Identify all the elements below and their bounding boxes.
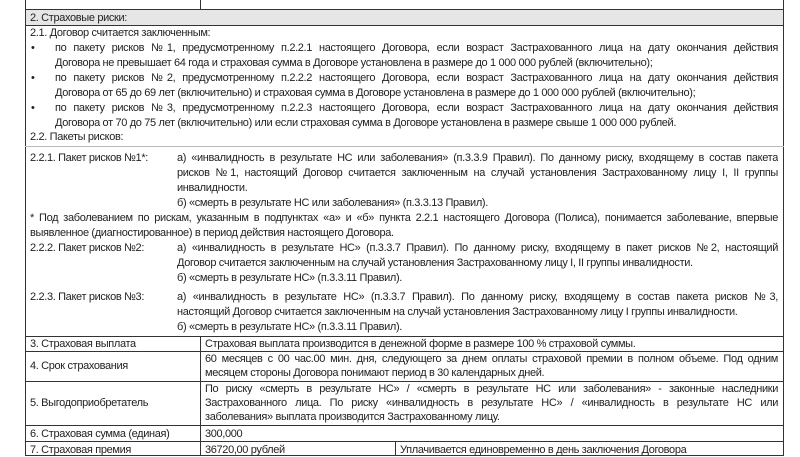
package-3-line: б) «смерть в результате НС» (п.3.3.11 Правил). bbox=[177, 321, 402, 333]
bullet-1-line-2: Договора не превышает 64 года и страховая сумма в Договоре установлена в размере до 1 000 000 рублей (включительно); bbox=[55, 57, 653, 69]
row-4-value: месяцем стороны Договора понимают период в 30 календарных дней. bbox=[205, 367, 545, 379]
divider bbox=[25, 146, 784, 147]
divider bbox=[25, 441, 784, 442]
row-5-label: 5. Выгодоприобретатель bbox=[30, 397, 149, 409]
package-2-line: Договор считается заключенным на случай установления Застрахованному лицу I, II группы инвалидности. bbox=[177, 257, 693, 269]
row-7-value: 36720,00 рублей bbox=[205, 444, 285, 456]
package-3-line: настоящий Договор считается заключенным на случай установления Застрахованному лицу I группы инвалидности. bbox=[177, 306, 738, 318]
row-5-value: По риску «смерть в результате НС» / «смерть в результате НС или заболевания» - законные наследники bbox=[205, 383, 778, 395]
package-1-label: 2.2.1. Пакет рисков №1*: bbox=[30, 152, 148, 164]
row-3-value: Страховая выплата производится в денежной форме в размере 100 % страховой суммы. bbox=[205, 338, 636, 350]
package-1-line: инвалидности. bbox=[177, 182, 248, 194]
section-2-title: 2. Страховые риски: bbox=[30, 12, 127, 24]
package-3-line: а) «инвалидность в результате НС» (п.3.3.7 Правил). По данному риску, входящему в состав пакета рисков №3, bbox=[177, 291, 778, 303]
row-4-label: 4. Срок страхования bbox=[30, 360, 128, 372]
package-2-label: 2.2.2. Пакет рисков №2: bbox=[30, 242, 145, 254]
row-5-value: Застрахованного лица. По риску «инвалидность в результате НС» / «инвалидность в результате НС или bbox=[205, 397, 778, 409]
divider bbox=[200, 336, 201, 456]
package-2-line: а) «инвалидность в результате НС» (п.3.3.7 Правил). По данному риску, входящему в пакет рисков №2, настоящий bbox=[177, 242, 778, 254]
bullet-3-line-2: Договора от 70 до 75 лет (включительно) или если страховая сумма в Договоре установлена в размере свыше 1 000 000 рублей. bbox=[55, 117, 677, 129]
package-1-line: а) «инвалидность в результате НС или заболевания» (п.3.3.9 Правил). По данному риску, входящему в состав пакета bbox=[177, 152, 778, 164]
row-7-label: 7. Страховая премия bbox=[30, 444, 131, 456]
footnote-line: * Под заболеванием по рискам, указанным в подпунктах «а» и «б» пункта 2.2.1 настоящего Договора (Полиса), понимается заболевание, впервые bbox=[30, 212, 778, 224]
row-6-label: 6. Страховая сумма (единая) bbox=[30, 428, 170, 440]
row-3-label: 3. Страховая выплата bbox=[30, 338, 136, 350]
bullet: • bbox=[31, 72, 35, 84]
row-5-value: заболевания» выплата производится Застрахованному лицу. bbox=[205, 411, 500, 423]
row-7-note: Уплачивается единовременно в день заключения Договора bbox=[400, 444, 687, 456]
clause-2-2: 2.2. Пакеты рисков: bbox=[30, 131, 124, 143]
bullet-2-line-2: Договора от 65 до 69 лет (включительно) и страховая сумма в Договоре установлена в размере до 1 000 000 рублей (включительно); bbox=[55, 87, 696, 99]
bullet-2-line-1: по пакету рисков №2, предусмотренному п.2.2.2 настоящего Договора, если возраст Застрахованного лица на дату окончания действия bbox=[55, 72, 778, 84]
package-2-line: б) «смерть в результате НС» (п.3.3.11 Правил). bbox=[177, 272, 402, 284]
divider bbox=[25, 425, 784, 426]
package-1-line: б) «смерть в результате НС или заболевания» (п.3.3.13 Правил). bbox=[177, 197, 488, 209]
row-4-value: 60 месяцев с 00 час.00 мин. дня, следующего за днем оплаты страховой премии в полном объеме. Под одним bbox=[205, 353, 778, 365]
bullet: • bbox=[31, 102, 35, 114]
divider bbox=[395, 441, 396, 456]
footnote-line: выявленное (диагностированное) в период действия настоящего Договора. bbox=[30, 227, 394, 239]
section-2-header bbox=[25, 9, 784, 26]
package-3-label: 2.2.3. Пакет рисков №3: bbox=[30, 291, 145, 303]
bullet-1-line-1: по пакету рисков №1, предусмотренному п.2.2.1 настоящего Договора, если возраст Застрахованного лица на дату окончания действия bbox=[55, 42, 778, 54]
package-1-line: рисков №1, настоящий Договор считается заключенным на случай установления Застрахованному лицу I, II группы bbox=[177, 167, 778, 179]
clause-2-1: 2.1. Договор считается заключенным: bbox=[30, 27, 211, 39]
bullet-3-line-1: по пакету рисков №3, предусмотренному п.2.2.3 настоящего Договора, если возраст Застрахованного лица на дату окончания действия bbox=[55, 102, 778, 114]
row-6-value: 300,000 bbox=[205, 428, 243, 440]
bullet: • bbox=[31, 42, 35, 54]
